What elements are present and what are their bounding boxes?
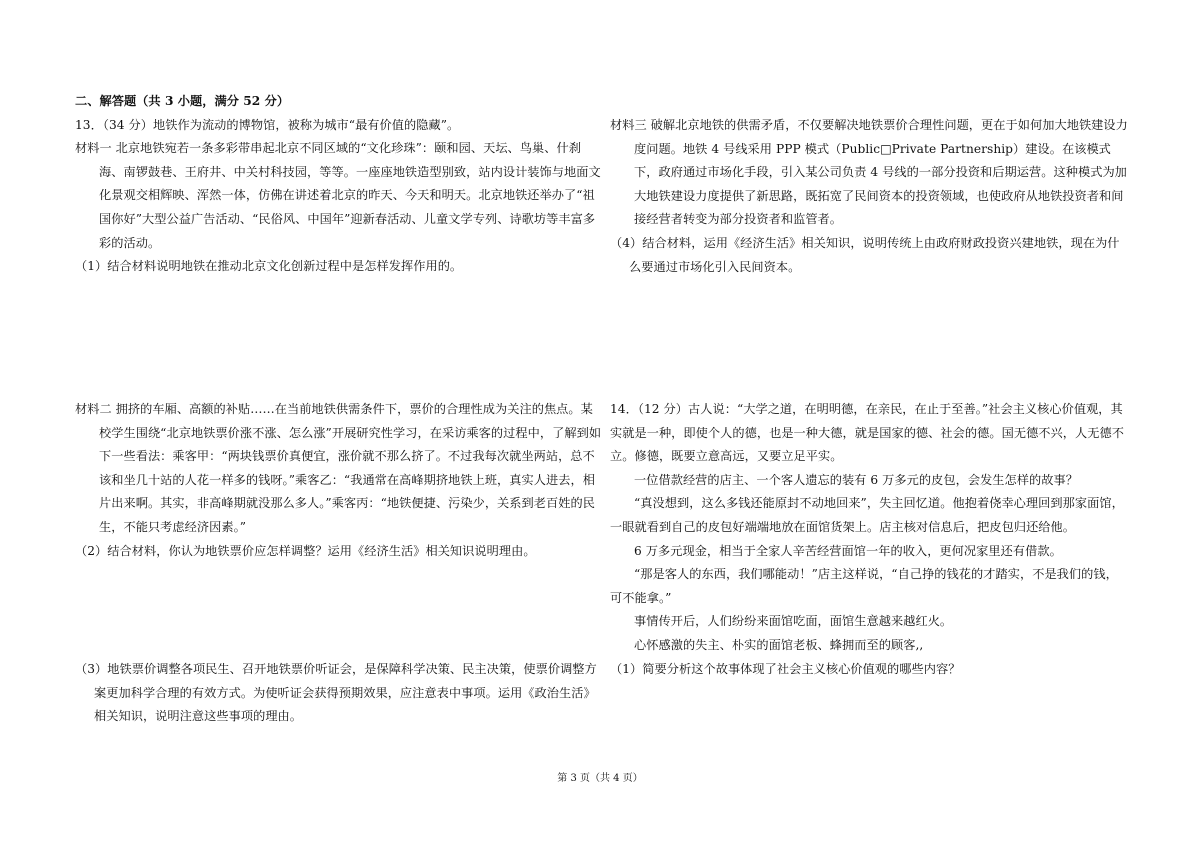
- page-footer: 第 3 页（共 4 页）: [557, 773, 643, 784]
- story-paragraph-6: 心怀感激的失主、朴实的面馆老板、蜂拥而至的顾客,,: [634, 637, 924, 652]
- question-14-1: （1）简要分析这个故事体现了社会主义核心价值观的哪些内容？: [610, 661, 961, 676]
- question-13-3: （3）地铁票价调整各项民生、召开地铁票价听证会，是保障科学决策、民主决策，使票价调整方案更加科学合理的有效方式。为使听证会获得预期效果，应注意表中事项。运用《政治生活》相关知识，说明注意这些事项的理由。: [75, 662, 597, 724]
- material-2: 材料二 拥挤的车厢、高额的补贴……在当前地铁供需条件下，票价的合理性成为关注的焦点。某校学生围绕“北京地铁票价涨不涨、怎么涨”开展研究性学习，在采访乘客的过程中，了解到如下一些看法：乘客甲：“两块钱票价真便宜，涨价就不那么挤了。不过我每次就坐两站，总不该和坐几十站的人花一样多的钱呀。”乘客乙：“我通常在高峰期挤地铁上班，真实人进去，相片出来啊。其实，非高峰期就没那么多人。”乘客丙：“地铁便捷、污染少，关系到老百姓的民生，不能只考虑经济因素。”: [75, 402, 602, 534]
- question-14-intro: 14．（12 分）古人说：“大学之道，在明明德，在亲民，在止于至善。”社会主义核心价值观，其实就是一种，即使个人的德，也是一种大德，就是国家的德、社会的德。国无德不兴，人无德不立。修德，既要立意高远，又要立足平实。: [610, 402, 1124, 464]
- left-column-bottom: [75, 658, 603, 729]
- left-column-middle: [75, 398, 603, 563]
- story-paragraph-5: 事情传开后，人们纷纷来面馆吃面，面馆生意越来越红火。: [634, 614, 953, 629]
- story-paragraph-3: 6 万多元现金，相当于全家人辛苦经营面馆一年的收入，更何况家里还有借款。: [634, 543, 1062, 558]
- material-1: 材料一 北京地铁宛若一条多彩带串起北京不同区域的“文化珍珠”：颐和园、天坛、鸟巢、什刹海、南锣鼓巷、王府井、中关村科技园，等等。一座座地铁造型别致，站内设计装饰与地面文化景观交相辉映、浑然一体，仿佛在讲述着北京的昨天、今天和明天。北京地铁还举办了“祖国你好”大型公益广告活动、“民俗风、中国年”迎新春活动、儿童文学专列、诗歌坊等丰富多彩的活动。: [75, 141, 601, 250]
- question-13-2: （2）结合材料，你认为地铁票价应怎样调整？运用《经济生活》相关知识说明理由。: [75, 543, 536, 558]
- right-column-top: [610, 114, 1130, 279]
- left-column-top: [75, 90, 603, 279]
- story-paragraph-2: “真没想到，这么多钱还能原封不动地回来”，失主回忆道。他抱着侥幸心理回到那家面馆，一眼就看到自己的皮包好端端地放在面馆货架上。店主核对信息后，把皮包归还给他。: [610, 496, 1124, 534]
- question-13-1: （1）结合材料说明地铁在推动北京文化创新过程中是怎样发挥作用的。: [75, 259, 463, 274]
- question-13-4: （4）结合材料，运用《经济生活》相关知识，说明传统上由政府财政投资兴建地铁，现在为什么要通过市场化引入民间资本。: [610, 235, 1120, 274]
- story-paragraph-1: 一位借款经营的店主、一个客人遗忘的装有 6 万多元的皮包，会发生怎样的故事？: [634, 472, 1078, 487]
- material-3: 材料三 破解北京地铁的供需矛盾，不仅要解决地铁票价合理性问题，更在于如何加大地铁建设力度问题。地铁 4 号线采用 PPP 模式（Public□Private Partnership）建设。在该模式下，政府通过市场化手段，引入某公司负责 4 号线的一部分投资和后期运营。这种模式为加大地铁建设力度提供了新思路，既拓宽了民间资本的投资领域，也使政府从地铁投资者和间接经营者转变为部分投资者和监管者。: [610, 118, 1128, 227]
- section-title: 二、解答题（共 3 小题，满分 52 分）: [75, 94, 290, 108]
- question-13-intro: 13．（34 分）地铁作为流动的博物馆，被称为城市“最有价值的隐藏”。: [75, 117, 460, 132]
- right-column-bottom: [610, 398, 1130, 681]
- story-paragraph-4: “那是客人的东西，我们哪能动！”店主这样说，“自己挣的钱花的才踏实，不是我们的钱，可不能拿。”: [610, 567, 1118, 605]
